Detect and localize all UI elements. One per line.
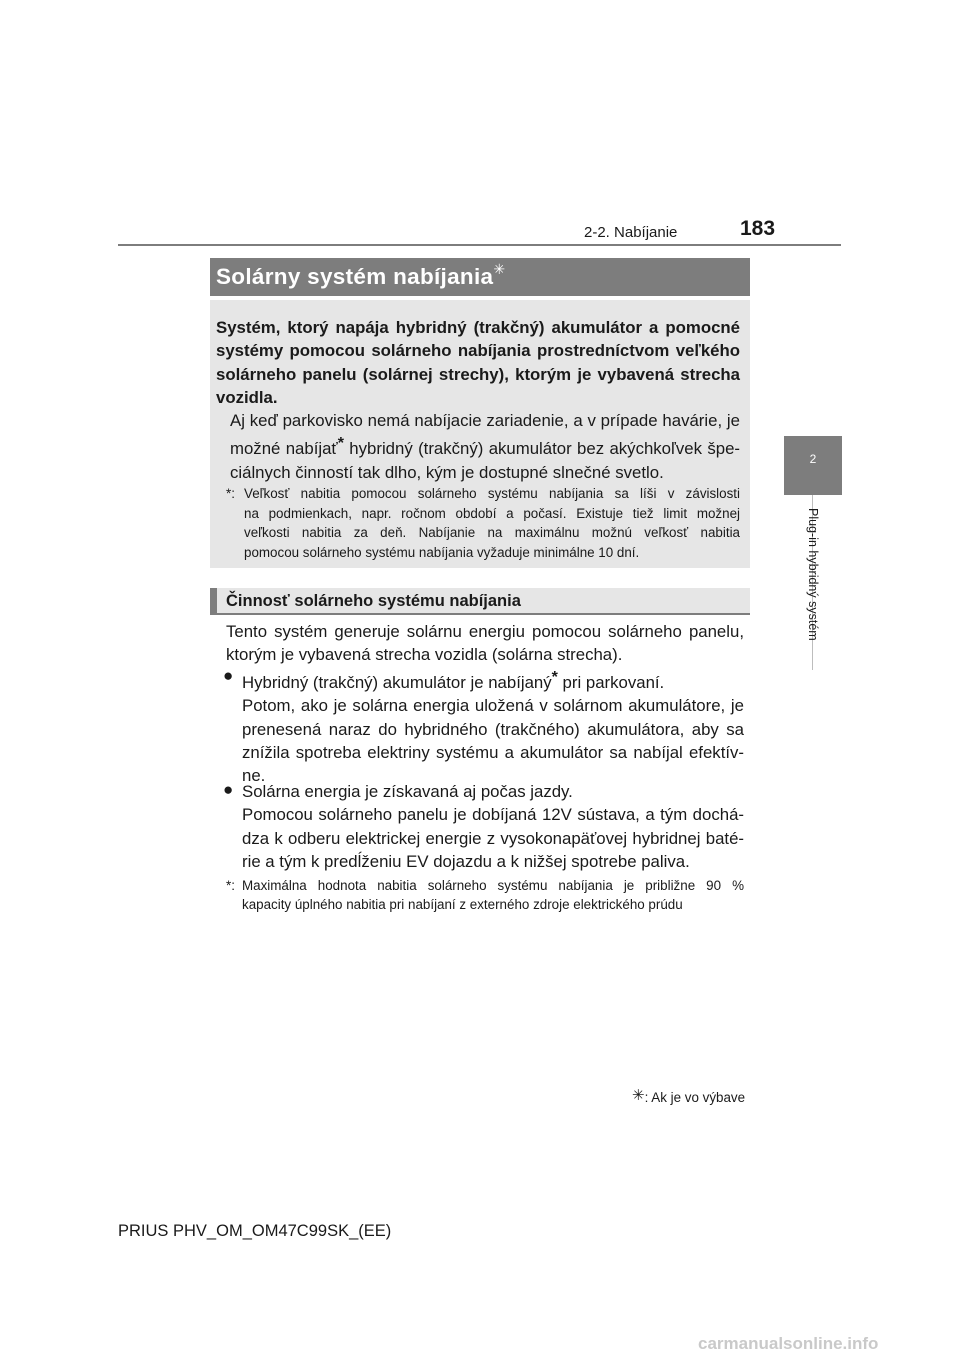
intro-paragraph-line: ciálnych činností tak dlho, kým je dostupné slnečné svetlo. [230, 462, 664, 482]
footnote-line: Veľkosť nabitia pomocou solárneho systému nabíjania sa líši v závislosti [244, 486, 740, 501]
section-heading-accent [210, 588, 217, 615]
bullet-line: Pomocou solárneho panelu je dobíjaná 12V sústava, a tým dochá- [242, 805, 744, 825]
header-rule [118, 244, 841, 246]
bullet-item [242, 780, 744, 873]
intro-footnote [226, 484, 740, 562]
chapter-number: 2 [809, 452, 817, 466]
footnote-line: Maximálna hodnota nabitia solárneho systému nabíjania je približne 90 % [242, 878, 744, 893]
bullet-item [242, 666, 744, 787]
chapter-side-label-text: Plug-in hybridný systém [806, 508, 820, 641]
footnote-line: na podmienkach, napr. ročnom období a počasí. Existuje tiež limit možnej [244, 505, 740, 521]
section-intro [226, 620, 744, 667]
footnote-label: *: [226, 878, 235, 893]
bullet-line: prenesená naraz do hybridného (trakčného) akumulátora, aby sa [242, 719, 744, 739]
intro-paragraph-line: Aj keď parkovisko nemá nabíjacie zariadenie, a v prípade havárie, je [230, 411, 740, 430]
bullet-lead [242, 666, 744, 694]
chapter-side-label [802, 508, 822, 668]
intro-paragraph [230, 409, 740, 484]
bullet-icon: ● [223, 666, 234, 685]
header-section-label: 2-2. Nabíjanie [584, 224, 678, 241]
bullet-lead-text: pri parkovaní. [557, 673, 665, 692]
bullet-lead-text: Hybridný (trakčný) akumulátor je nabíjaný [242, 673, 552, 692]
footnote-star: * [337, 435, 344, 453]
page-title [216, 261, 505, 290]
bullet-lead: Solárna energia je získavaná aj počas jazdy. [242, 782, 573, 801]
intro-summary-line: solárneho panelu (solárnej strechy), ktorým je vybavená strecha [216, 364, 740, 384]
document-code: PRIUS PHV_OM_OM47C99SK_(EE) [118, 1222, 392, 1240]
availability-note-text: : Ak je vo výbave [644, 1090, 746, 1105]
footnote-label: *: [226, 486, 235, 501]
intro-paragraph-text: hybridný (trakčný) akumulátor bez akýchkoľvek špe- [343, 439, 741, 459]
section-heading: Činnosť solárneho systému nabíjania [226, 592, 521, 610]
footnote-line: kapacity úplného nabitia pri nabíjaní z externého zdroje elektrického prúdu [242, 897, 683, 912]
section-intro-line: ktorým je vybavená strecha vozidla (solárna strecha). [226, 645, 623, 665]
bullet-line: Potom, ako je solárna energia uložená v solárnom akumulátore, je [242, 696, 744, 716]
bullet-line: dza k odberu elektrickej energie z vysokonapäťovej hybridnej baté- [242, 828, 744, 848]
bullet-line: ne. [242, 766, 266, 786]
watermark: carmanualsonline.info [698, 1334, 879, 1353]
section-intro-line: Tento systém generuje solárnu energiu pomocou solárneho panelu, [226, 622, 744, 641]
page-number: 183 [740, 217, 776, 240]
intro-paragraph-line [230, 432, 740, 460]
footnote-line: veľkosti nabitia za deň. Nabíjanie na maximálnu možnú veľkosť nabitia [244, 525, 740, 540]
intro-summary-line: Systém, ktorý napája hybridný (trakčný) akumulátor a pomocné [216, 318, 740, 337]
bullet-line: znížila spotreba elektriny systému a akumulátor sa nabíjal efektív- [242, 742, 744, 762]
intro-summary-line: systémy pomocou solárneho nabíjania prostredníctvom veľkého [216, 341, 740, 361]
option-marker-icon: ✳ [632, 1087, 645, 1104]
intro-summary [216, 316, 740, 409]
chapter-tab [784, 436, 842, 495]
bullet-line: rie a tým k predĺženiu EV dojazdu a k nižšej spotrebe paliva. [242, 851, 690, 871]
section-footnote [226, 876, 744, 914]
intro-summary-line: vozidla. [216, 387, 278, 407]
page-title-text: Solárny systém nabíjania [216, 264, 494, 289]
bullet-icon: ● [223, 780, 234, 799]
footnote-line: pomocou solárneho systému nabíjania vyžaduje minimálne 10 dní. [244, 544, 640, 560]
footnote-star: * [551, 669, 558, 686]
intro-paragraph-text: možné nabíjať [230, 439, 338, 459]
availability-note [632, 1086, 745, 1105]
option-marker-icon: ✳ [493, 261, 506, 277]
